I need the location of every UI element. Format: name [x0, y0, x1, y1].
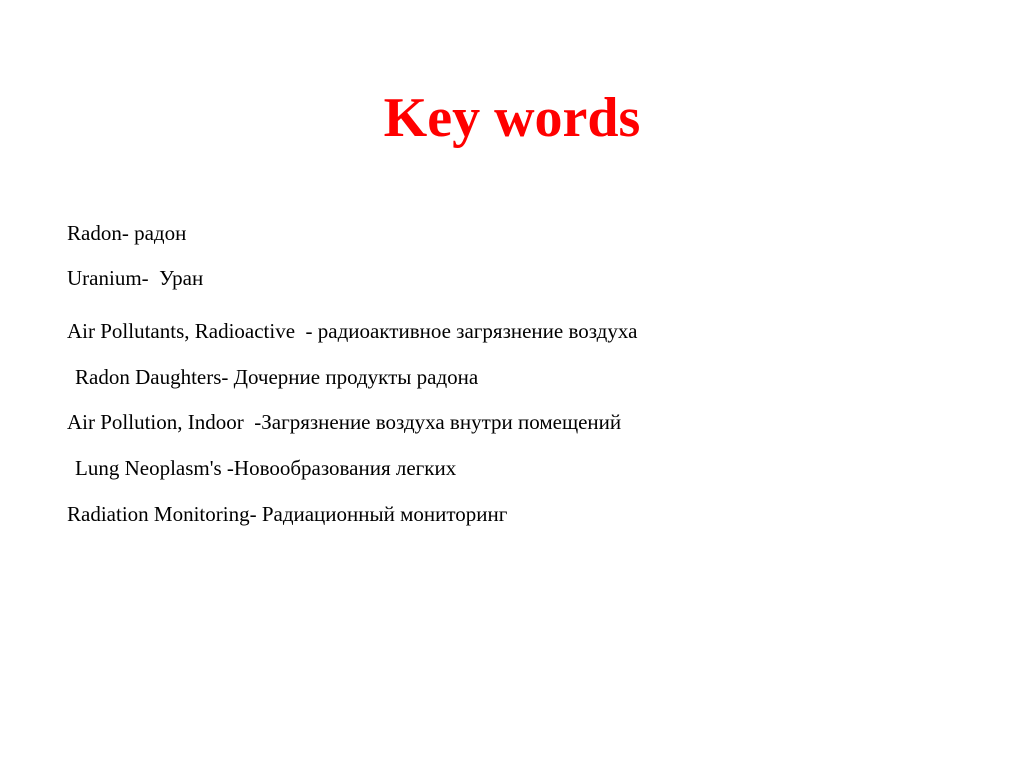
term-radon: Radon- радон — [67, 221, 187, 245]
term-uranium: Uranium- Уран — [67, 266, 204, 290]
term-radon-daughters: Radon Daughters- Дочерние продукты радона — [75, 365, 479, 389]
slide-title: Key words — [383, 87, 641, 149]
term-air-pollutants-radioactive: Air Pollutants, Radioactive - радиоактивное загрязнение воздуха — [67, 319, 638, 343]
term-air-pollution-indoor: Air Pollution, Indoor -Загрязнение воздуха внутри помещений — [67, 410, 622, 434]
term-lung-neoplasms: Lung Neoplasm's -Новообразования легких — [75, 456, 457, 480]
term-radiation-monitoring: Radiation Monitoring- Радиационный мониторинг — [67, 502, 508, 526]
